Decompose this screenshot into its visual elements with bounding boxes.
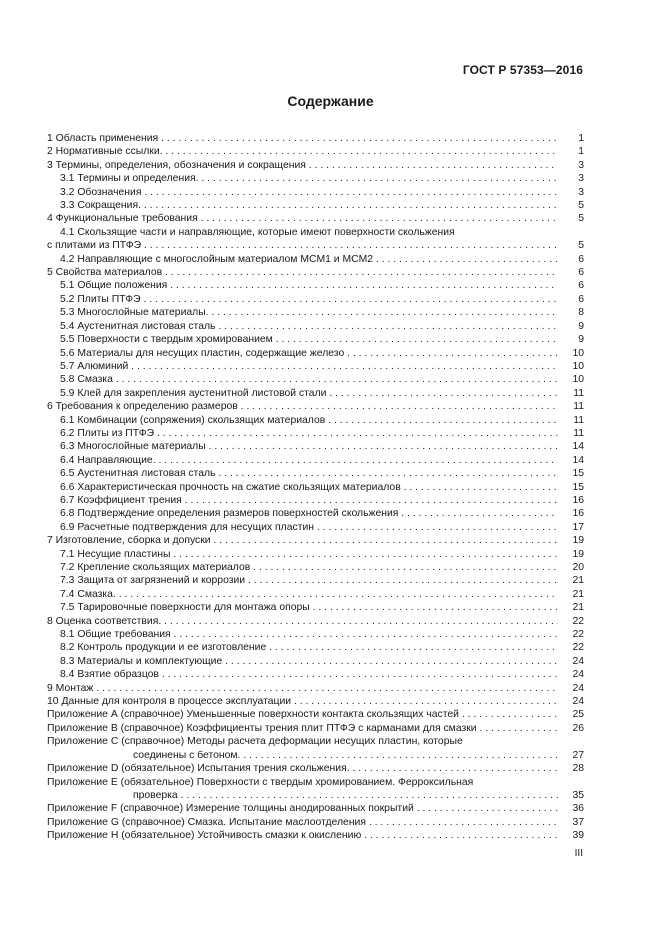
- toc-entry[interactable]: [47, 266, 584, 279]
- toc-entry-label: 6.6 Характеристическая прочность на сжатие скользящих материалов . . .: [60, 481, 558, 494]
- toc-entry-page: 15: [562, 467, 584, 480]
- toc-entry[interactable]: [47, 762, 584, 775]
- toc-entry[interactable]: [47, 172, 584, 185]
- toc-entry-page: 37: [562, 816, 584, 829]
- toc-entry[interactable]: [47, 212, 584, 225]
- toc-entry-label: 5.1 Общие положения . . .: [60, 279, 558, 292]
- toc-entry-label: 4.2 Направляющие с многослойным материалом MCM1 и MCM2 . . .: [60, 253, 558, 266]
- toc-entry-label: 6.5 Аустенитная листовая сталь . . .: [60, 467, 558, 480]
- toc-entry-page: 5: [562, 239, 584, 252]
- toc-entry-label: 6.1 Комбинации (сопряжения) скользящих материалов . . .: [60, 414, 558, 427]
- toc-entry-page: 6: [562, 253, 584, 266]
- toc-entry-page: 10: [562, 360, 584, 373]
- toc-entry[interactable]: [47, 668, 584, 681]
- toc-entry-page: 14: [562, 454, 584, 467]
- toc-entry[interactable]: [47, 548, 584, 561]
- toc-entry-page: 5: [562, 199, 584, 212]
- toc-entry[interactable]: [47, 722, 584, 735]
- toc-entry-page: 20: [562, 561, 584, 574]
- toc-entry[interactable]: [47, 253, 584, 266]
- toc-entry[interactable]: [47, 789, 584, 802]
- toc-entry-page: 3: [562, 186, 584, 199]
- toc-entry-page: 35: [562, 789, 584, 802]
- table-of-contents: [47, 132, 584, 843]
- toc-entry[interactable]: [47, 735, 584, 748]
- toc-entry-page: 1: [562, 132, 584, 145]
- toc-entry[interactable]: [47, 306, 584, 319]
- toc-entry-page: 17: [562, 521, 584, 534]
- toc-entry-label: Приложение Е (обязательное) Поверхности с твердым хромированием. Ферроксильная: [47, 776, 474, 788]
- toc-entry[interactable]: [47, 628, 584, 641]
- toc-entry[interactable]: [47, 186, 584, 199]
- toc-entry-label: 6.9 Расчетные подтверждения для несущих пластин . . .: [60, 521, 558, 534]
- toc-entry-page: 39: [562, 829, 584, 842]
- toc-entry-label: 3.2 Обозначения . . .: [60, 186, 558, 199]
- toc-entry-page: 3: [562, 172, 584, 185]
- toc-entry-page: 11: [562, 387, 584, 400]
- toc-entry-label: с плитами из ПТФЭ . . .: [47, 239, 558, 252]
- toc-entry-page: 15: [562, 481, 584, 494]
- toc-entry-page: 6: [562, 266, 584, 279]
- toc-entry[interactable]: [47, 561, 584, 574]
- toc-entry[interactable]: [47, 574, 584, 587]
- toc-entry[interactable]: [47, 829, 584, 842]
- toc-entry-page: 11: [562, 414, 584, 427]
- toc-entry[interactable]: [47, 226, 584, 239]
- toc-entry[interactable]: [47, 145, 584, 158]
- toc-entry-label: 4 Функциональные требования . . .: [47, 212, 558, 225]
- toc-entry[interactable]: [47, 467, 584, 480]
- toc-entry[interactable]: [47, 347, 584, 360]
- toc-entry[interactable]: [47, 414, 584, 427]
- toc-entry-page: 19: [562, 534, 584, 547]
- toc-entry[interactable]: [47, 320, 584, 333]
- toc-entry-label: 6.7 Коэффициент трения . . .: [60, 494, 558, 507]
- toc-entry[interactable]: [47, 387, 584, 400]
- toc-entry-label: 5.9 Клей для закрепления аустенитной листовой стали . . .: [60, 387, 558, 400]
- toc-entry[interactable]: [47, 534, 584, 547]
- toc-entry-page: 21: [562, 588, 584, 601]
- toc-entry-page: 22: [562, 615, 584, 628]
- toc-entry[interactable]: [47, 816, 584, 829]
- toc-entry-label: 5.3 Многослойные материалы. . . .: [60, 306, 558, 319]
- toc-entry[interactable]: [47, 494, 584, 507]
- toc-entry-page: 25: [562, 708, 584, 721]
- toc-entry[interactable]: [47, 132, 584, 145]
- toc-entry[interactable]: [47, 293, 584, 306]
- toc-entry-page: 1: [562, 145, 584, 158]
- toc-entry-page: 10: [562, 347, 584, 360]
- toc-entry-label: 5.2 Плиты ПТФЭ . . .: [60, 293, 558, 306]
- toc-entry-label: 6 Требования к определению размеров . . .: [47, 400, 558, 413]
- toc-entry[interactable]: [47, 360, 584, 373]
- toc-entry-page: 26: [562, 722, 584, 735]
- toc-entry-page: 24: [562, 695, 584, 708]
- toc-entry-label: 6.4 Направляющие. . . .: [60, 454, 558, 467]
- toc-entry[interactable]: [47, 454, 584, 467]
- toc-entry[interactable]: [47, 749, 584, 762]
- toc-entry[interactable]: [47, 708, 584, 721]
- toc-entry[interactable]: [47, 615, 584, 628]
- toc-entry-label: 7.3 Защита от загрязнений и коррозии . . .: [60, 574, 558, 587]
- toc-entry-page: 9: [562, 320, 584, 333]
- toc-entry-label: 5 Свойства материалов . . .: [47, 266, 558, 279]
- toc-entry-label: 3.1 Термины и определения. . . .: [60, 172, 558, 185]
- standard-header: ГОСТ Р 57353—2016: [462, 63, 583, 77]
- toc-entry[interactable]: [47, 521, 584, 534]
- toc-entry-page: 22: [562, 641, 584, 654]
- toc-entry-page: 21: [562, 601, 584, 614]
- toc-entry-label: 7.5 Тарировочные поверхности для монтажа опоры . . .: [60, 601, 558, 614]
- toc-entry-label: 7 Изготовление, сборка и допуски . . .: [47, 534, 558, 547]
- toc-entry-label: 5.6 Материалы для несущих пластин, содержащие железо . . .: [60, 347, 558, 360]
- toc-entry-page: 9: [562, 333, 584, 346]
- toc-entry-label: проверка . . .: [133, 789, 558, 802]
- toc-entry-label: Приложение H (обязательное) Устойчивость смазки к окислению . . .: [47, 829, 558, 842]
- toc-entry-page: 21: [562, 574, 584, 587]
- toc-entry-page: 5: [562, 212, 584, 225]
- toc-entry-label: 7.2 Крепление скользящих материалов . . .: [60, 561, 558, 574]
- toc-entry-label: 5.7 Алюминий . . .: [60, 360, 558, 373]
- toc-entry-page: 10: [562, 373, 584, 386]
- toc-entry[interactable]: [47, 199, 584, 212]
- toc-entry-page: 16: [562, 507, 584, 520]
- toc-entry-label: 8.4 Взятие образцов . . .: [60, 668, 558, 681]
- toc-entry-label: Приложение D (обязательное) Испытания трения скольжения. . . .: [47, 762, 558, 775]
- toc-entry-label: 4.1 Скользящие части и направляющие, которые имеют поверхности скольжения: [60, 226, 455, 238]
- toc-entry[interactable]: [47, 507, 584, 520]
- toc-entry-page: 11: [562, 400, 584, 413]
- toc-entry-page: 24: [562, 655, 584, 668]
- toc-entry-label: 7.4 Смазка. . . .: [60, 588, 558, 601]
- toc-entry[interactable]: [47, 159, 584, 172]
- toc-entry-label: 2 Нормативные ссылки. . . .: [47, 145, 558, 158]
- page-title: Содержание: [287, 93, 374, 109]
- toc-entry-label: 5.4 Аустенитная листовая сталь . . .: [60, 320, 558, 333]
- toc-entry-label: 6.8 Подтверждение определения размеров поверхностей скольжения . . .: [60, 507, 558, 520]
- toc-entry[interactable]: [47, 802, 584, 815]
- toc-entry-label: 8.3 Материалы и комплектующие . . .: [60, 655, 558, 668]
- toc-entry-page: 11: [562, 427, 584, 440]
- toc-entry-page: 24: [562, 668, 584, 681]
- toc-entry-page: 16: [562, 494, 584, 507]
- toc-entry-label: Приложение А (справочное) Уменьшенные поверхности контакта скользящих частей . . .: [47, 708, 558, 721]
- toc-entry[interactable]: [47, 641, 584, 654]
- toc-entry[interactable]: [47, 588, 584, 601]
- toc-entry-label: 6.2 Плиты из ПТФЭ . . .: [60, 427, 558, 440]
- toc-entry-page: 27: [562, 749, 584, 762]
- toc-entry[interactable]: [47, 440, 584, 453]
- toc-entry-label: 9 Монтаж . . .: [47, 682, 558, 695]
- toc-entry[interactable]: [47, 682, 584, 695]
- toc-entry-page: 14: [562, 440, 584, 453]
- toc-entry[interactable]: [47, 655, 584, 668]
- toc-entry-page: 22: [562, 628, 584, 641]
- toc-entry[interactable]: [47, 776, 584, 789]
- toc-entry-label: 8 Оценка соответствия. . . .: [47, 615, 558, 628]
- toc-entry-page: 36: [562, 802, 584, 815]
- toc-entry-page: 24: [562, 682, 584, 695]
- toc-entry-page: 3: [562, 159, 584, 172]
- toc-entry-page: 6: [562, 293, 584, 306]
- toc-entry[interactable]: [47, 279, 584, 292]
- toc-entry-label: Приложение F (справочное) Измерение толщины анодированных покрытий . . .: [47, 802, 558, 815]
- toc-entry-page: 28: [562, 762, 584, 775]
- toc-entry[interactable]: [47, 333, 584, 346]
- toc-entry[interactable]: [47, 373, 584, 386]
- toc-entry[interactable]: [47, 400, 584, 413]
- toc-entry-label: 10 Данные для контроля в процессе эксплуатации . . .: [47, 695, 558, 708]
- toc-entry-label: 3 Термины, определения, обозначения и сокращения . . .: [47, 159, 558, 172]
- toc-entry[interactable]: [47, 601, 584, 614]
- toc-entry-label: 5.8 Смазка . . .: [60, 373, 558, 386]
- toc-entry-label: соединены с бетоном. . . .: [133, 749, 558, 762]
- toc-entry[interactable]: [47, 427, 584, 440]
- page-number: III: [574, 848, 583, 859]
- toc-entry[interactable]: [47, 481, 584, 494]
- toc-entry[interactable]: [47, 695, 584, 708]
- toc-entry-page: 19: [562, 548, 584, 561]
- toc-entry-label: 5.5 Поверхности с твердым хромированием . . .: [60, 333, 558, 346]
- toc-entry-label: Приложение G (справочное) Смазка. Испытание маслоотделения . . .: [47, 816, 558, 829]
- toc-entry-page: 8: [562, 306, 584, 319]
- toc-entry[interactable]: [47, 239, 584, 252]
- toc-entry-label: 3.3 Сокращения. . . .: [60, 199, 558, 212]
- toc-entry-label: 8.2 Контроль продукции и ее изготовление . . .: [60, 641, 558, 654]
- toc-entry-label: Приложение С (справочное) Методы расчета деформации несущих пластин, которые: [47, 736, 463, 748]
- toc-entry-label: 8.1 Общие требования . . .: [60, 628, 558, 641]
- toc-entry-label: 6.3 Многослойные материалы . . .: [60, 440, 558, 453]
- toc-entry-label: Приложение В (справочное) Коэффициенты трения плит ПТФЭ с карманами для смазки . . .: [47, 722, 558, 735]
- toc-entry-label: 1 Область применения . . .: [47, 132, 558, 145]
- toc-entry-label: 7.1 Несущие пластины . . .: [60, 548, 558, 561]
- toc-entry-page: 6: [562, 279, 584, 292]
